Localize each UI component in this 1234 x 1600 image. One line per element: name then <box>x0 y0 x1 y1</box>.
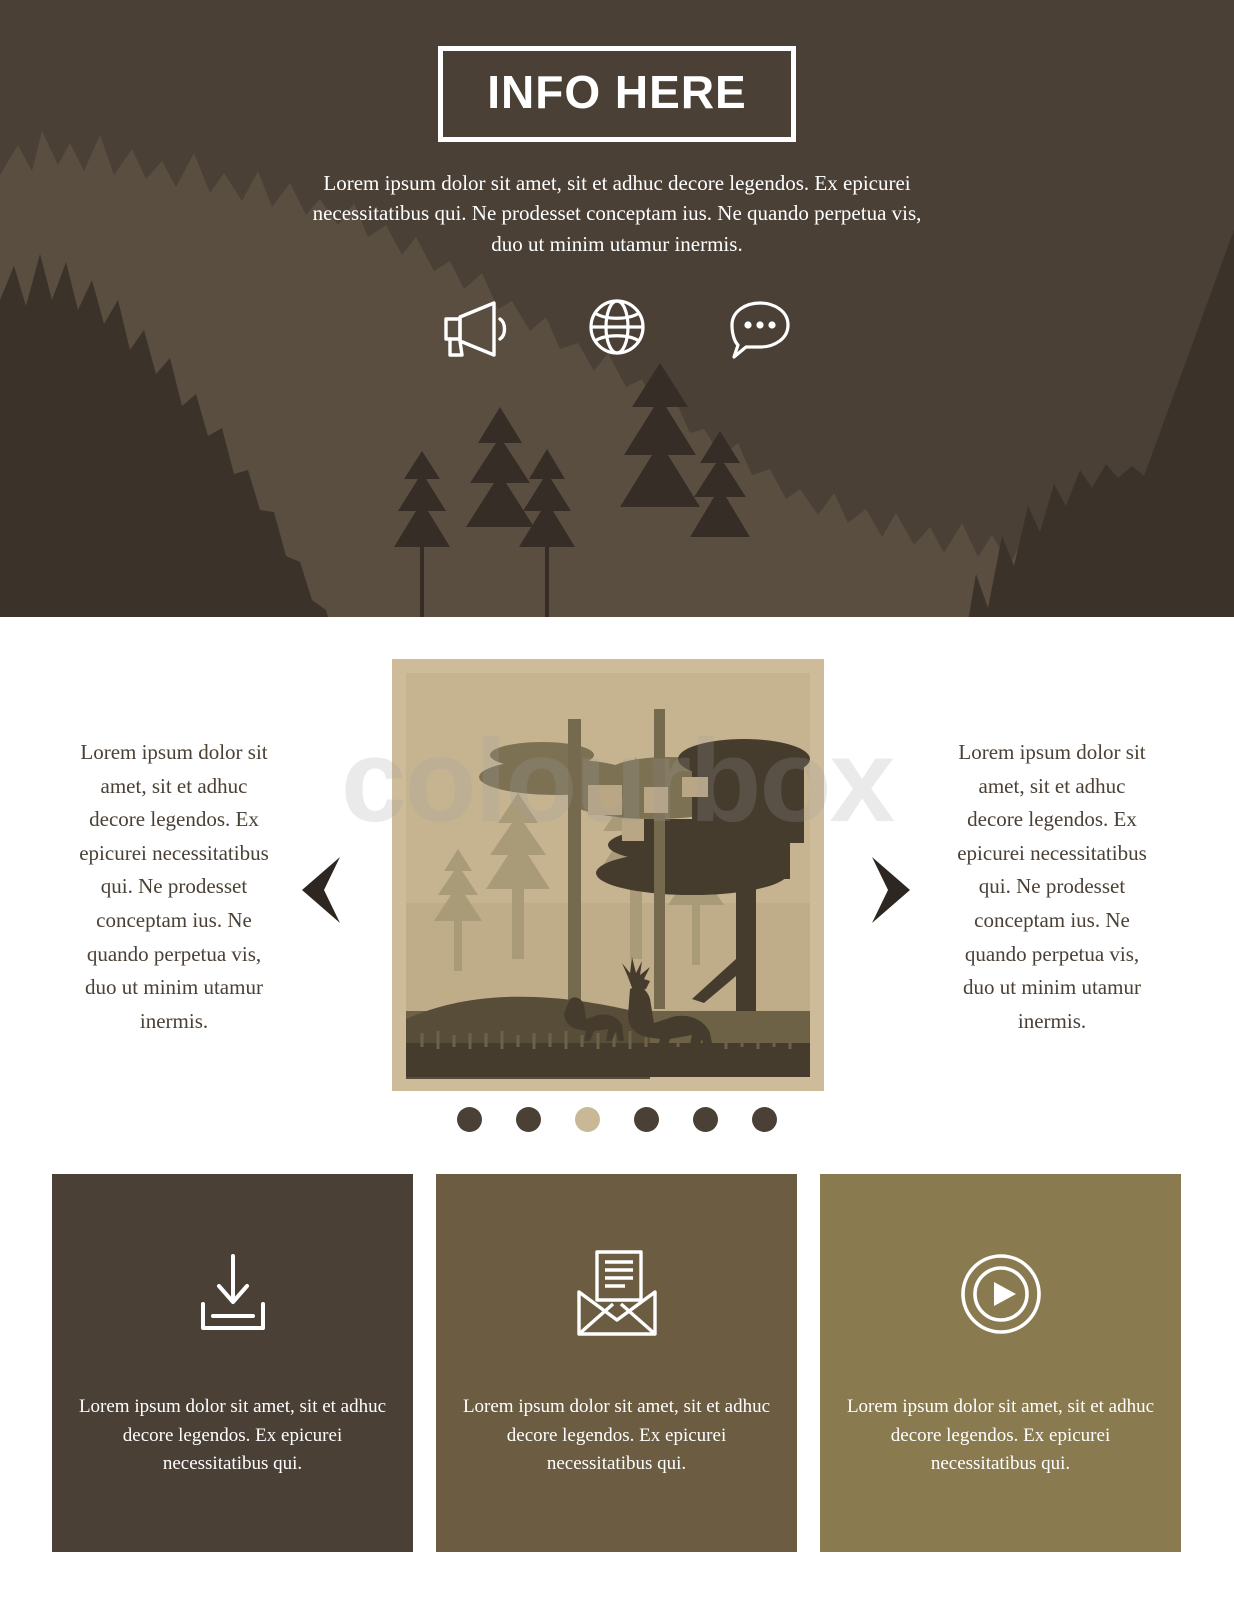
watermark: colourbox <box>340 715 894 847</box>
chat-bubble-icon[interactable] <box>716 289 802 365</box>
forest-deer-illustration <box>392 659 824 1091</box>
card-mail[interactable] <box>436 1174 797 1552</box>
globe-icon[interactable] <box>574 289 660 365</box>
card-text: Lorem ipsum dolor sit amet, sit et adhuc decore legendos. Ex epicurei necessitatibus qui. <box>846 1396 1155 1474</box>
card-video[interactable] <box>820 1174 1181 1552</box>
slider-dots <box>0 1107 1234 1132</box>
slider-dot[interactable] <box>457 1107 482 1132</box>
slider-dot-active[interactable] <box>575 1107 600 1132</box>
prev-arrow-button[interactable] <box>288 855 352 925</box>
page-title: INFO HERE <box>487 66 747 118</box>
title-box <box>438 46 795 142</box>
card-icon-wrap <box>436 1246 797 1342</box>
card-text: Lorem ipsum dolor sit amet, sit et adhuc decore legendos. Ex epicurei necessitatibus qui. <box>78 1396 387 1474</box>
slider-dot[interactable] <box>752 1107 777 1132</box>
slider-right-text: Lorem ipsum dolor sit amet, sit et adhuc decore legendos. Ex epicurei necessitatibus qui. Ne prodesset conceptam ius. Ne quando perpetua vis, duo ut minim utamur inermis. <box>957 740 1147 1033</box>
card-text: Lorem ipsum dolor sit amet, sit et adhuc decore legendos. Ex epicurei necessitatibus qui. <box>462 1396 771 1474</box>
card-icon-wrap <box>820 1246 1181 1342</box>
card-download[interactable] <box>52 1174 413 1552</box>
hero-icon-row <box>0 289 1234 365</box>
slider-dot[interactable] <box>634 1107 659 1132</box>
slider-image[interactable] <box>392 659 824 1091</box>
slider-dot[interactable] <box>516 1107 541 1132</box>
card-icon-wrap <box>52 1246 413 1342</box>
hero-content <box>0 0 1234 365</box>
hero-section <box>0 0 1234 617</box>
feature-cards <box>52 1174 1182 1552</box>
slider-dot[interactable] <box>693 1107 718 1132</box>
megaphone-icon[interactable] <box>432 289 518 365</box>
slider-left-text: Lorem ipsum dolor sit amet, sit et adhuc decore legendos. Ex epicurei necessitatibus qui. Ne prodesset conceptam ius. Ne quando perpetua vis, duo ut minim utamur inermis. <box>79 740 269 1033</box>
hero-paragraph: Lorem ipsum dolor sit amet, sit et adhuc decore legendos. Ex epicurei necessitatibus qui. Ne prodesset conceptam ius. Ne quando perpetua vis, duo ut minim utamur inermis. <box>312 171 922 256</box>
download-icon[interactable] <box>185 1246 281 1342</box>
open-envelope-icon[interactable] <box>565 1246 669 1342</box>
next-arrow-button[interactable] <box>860 855 924 925</box>
play-circle-icon[interactable] <box>953 1246 1049 1342</box>
